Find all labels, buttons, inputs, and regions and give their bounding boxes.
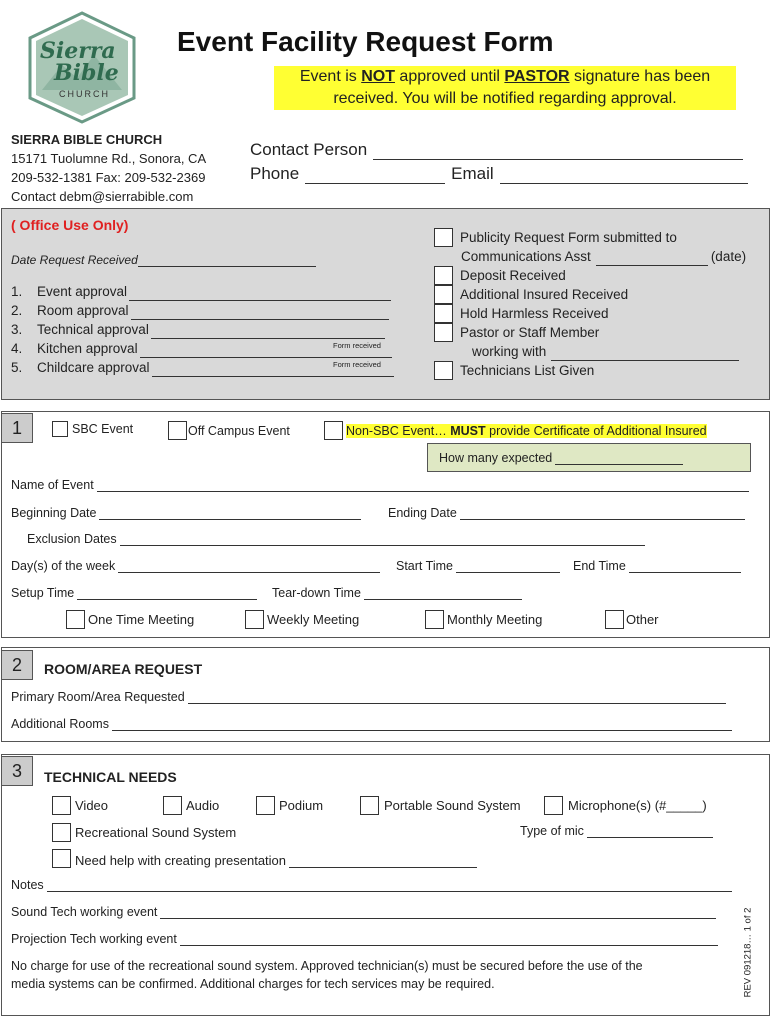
approval-label: Room approval xyxy=(37,303,129,318)
notice-text: signature has been xyxy=(569,68,711,85)
date-received-label: Date Request Received xyxy=(11,253,138,267)
comm-asst-date-field[interactable] xyxy=(596,265,708,266)
notice-line2: received. You will be notified regarding approval. xyxy=(333,90,677,107)
audio-checkbox[interactable] xyxy=(163,796,182,815)
approval-row xyxy=(11,301,394,320)
podium-checkbox[interactable] xyxy=(256,796,275,815)
church-address: 15171 Tuolumne Rd., Sonora, CA xyxy=(11,151,207,166)
tech-footer-line: No charge for use of the recreational sound system. Approved technician(s) must be secured before the use of the xyxy=(11,959,643,973)
days-of-week-field[interactable] xyxy=(118,572,380,573)
logo-text-bible: Bible xyxy=(54,60,119,86)
church-logo xyxy=(22,10,142,125)
harmless-label: Hold Harmless Received xyxy=(460,306,609,321)
weekly-meeting-checkbox[interactable] xyxy=(245,610,264,629)
date-label: (date) xyxy=(710,249,747,264)
primary-room-label: Primary Room/Area Requested xyxy=(11,690,185,704)
form-received-note: Form received xyxy=(333,360,381,369)
approval-label: Event approval xyxy=(37,284,128,299)
approvals-list xyxy=(11,282,394,377)
ending-date-field[interactable] xyxy=(460,519,745,520)
approval-num: 3. xyxy=(11,322,23,337)
end-time-label: End Time xyxy=(573,559,626,573)
recreational-sound-checkbox[interactable] xyxy=(52,823,71,842)
other-label: Other xyxy=(626,612,659,627)
how-many-label: How many expected xyxy=(439,451,553,465)
off-campus-checkbox[interactable] xyxy=(168,421,187,440)
teardown-time-field[interactable] xyxy=(364,599,522,600)
insured-label: Additional Insured Received xyxy=(460,287,629,302)
sbc-event-checkbox[interactable] xyxy=(52,421,68,437)
section-2-number: 2 xyxy=(1,650,33,680)
additional-rooms-field[interactable] xyxy=(112,730,732,731)
one-time-meeting-label: One Time Meeting xyxy=(88,612,195,627)
video-label: Video xyxy=(75,798,109,813)
beginning-date-label: Beginning Date xyxy=(11,506,97,520)
other-checkbox[interactable] xyxy=(605,610,624,629)
how-many-box xyxy=(427,443,751,472)
page-title: Event Facility Request Form xyxy=(177,26,554,57)
notes-label: Notes xyxy=(11,878,44,892)
approval-num: 5. xyxy=(11,360,23,375)
comm-asst-label: Communications Asst xyxy=(461,249,591,264)
notice-text: Event is xyxy=(299,68,362,85)
approval-label: Childcare approval xyxy=(37,360,150,375)
weekly-meeting-label: Weekly Meeting xyxy=(267,612,360,627)
office-use-panel xyxy=(1,208,770,400)
presentation-help-field[interactable] xyxy=(289,867,477,868)
beginning-date-field[interactable] xyxy=(99,519,361,520)
approval-field[interactable] xyxy=(152,376,394,377)
approval-field[interactable] xyxy=(129,300,391,301)
presentation-help-checkbox[interactable] xyxy=(52,849,71,868)
harmless-checkbox[interactable] xyxy=(434,304,453,323)
how-many-field[interactable] xyxy=(555,464,683,465)
technicians-checkbox[interactable] xyxy=(434,361,453,380)
approval-row xyxy=(11,358,394,377)
exclusion-dates-field[interactable] xyxy=(120,545,645,546)
logo-text-sierra: Sierra xyxy=(40,38,116,64)
setup-time-field[interactable] xyxy=(77,599,257,600)
phone-field[interactable] xyxy=(305,183,445,184)
tech-footer-note xyxy=(11,957,643,993)
section-3-heading: TECHNICAL NEEDS xyxy=(44,769,177,785)
pastor-label: Pastor or Staff Member xyxy=(460,325,600,340)
form-received-note: Form received xyxy=(333,341,381,350)
primary-room-field[interactable] xyxy=(188,703,726,704)
setup-time-label: Setup Time xyxy=(11,586,75,600)
publicity-checkbox[interactable] xyxy=(434,228,453,247)
non-sbc-text: Non-SBC Event… xyxy=(346,423,451,438)
revision-label: REV 091218… 1 of 2 xyxy=(742,907,754,998)
contact-person-label: Contact Person xyxy=(250,140,368,159)
approval-num: 2. xyxy=(11,303,23,318)
portable-sound-checkbox[interactable] xyxy=(360,796,379,815)
office-heading: ( Office Use Only) xyxy=(11,217,129,233)
contact-person-field[interactable] xyxy=(373,159,743,160)
notes-field[interactable] xyxy=(47,891,732,892)
date-received-field[interactable] xyxy=(138,266,316,267)
presentation-help-label: Need help with creating presentation xyxy=(75,853,287,868)
approval-row xyxy=(11,282,394,301)
notice-not: NOT xyxy=(361,68,395,85)
working-with-label: working with xyxy=(472,344,547,359)
microphone-label: Microphone(s) (#_____) xyxy=(568,798,707,813)
deposit-checkbox[interactable] xyxy=(434,266,453,285)
email-field[interactable] xyxy=(500,183,748,184)
approval-notice xyxy=(274,66,736,110)
monthly-meeting-checkbox[interactable] xyxy=(425,610,444,629)
recreational-sound-label: Recreational Sound System xyxy=(75,825,237,840)
one-time-meeting-checkbox[interactable] xyxy=(66,610,85,629)
logo-text-church: CHURCH xyxy=(59,89,110,99)
technicians-label: Technicians List Given xyxy=(460,363,595,378)
church-phones: 209-532-1381 Fax: 209-532-2369 xyxy=(11,170,206,185)
email-label: Email xyxy=(451,164,494,183)
non-sbc-text: provide Certificate of Additional Insured xyxy=(485,423,707,438)
notice-pastor: PASTOR xyxy=(504,68,570,85)
name-of-event-field[interactable] xyxy=(97,491,749,492)
office-checklist xyxy=(434,228,746,380)
non-sbc-label xyxy=(346,424,707,438)
portable-sound-label: Portable Sound System xyxy=(384,798,521,813)
teardown-time-label: Tear-down Time xyxy=(272,586,361,600)
off-campus-label: Off Campus Event xyxy=(188,423,290,438)
audio-label: Audio xyxy=(186,798,220,813)
approval-label: Kitchen approval xyxy=(37,341,138,356)
type-of-mic-label: Type of mic xyxy=(520,824,584,838)
section-2-heading: ROOM/AREA REQUEST xyxy=(44,661,203,677)
section-3-number: 3 xyxy=(1,756,33,786)
monthly-meeting-label: Monthly Meeting xyxy=(447,612,543,627)
deposit-label: Deposit Received xyxy=(460,268,566,283)
approval-label: Technical approval xyxy=(37,322,149,337)
phone-label: Phone xyxy=(250,164,300,183)
approval-num: 1. xyxy=(11,284,23,299)
non-sbc-checkbox[interactable] xyxy=(324,421,343,440)
podium-label: Podium xyxy=(279,798,324,813)
publicity-label: Publicity Request Form submitted to xyxy=(460,230,677,245)
church-name: SIERRA BIBLE CHURCH xyxy=(11,132,163,147)
sound-tech-label: Sound Tech working event xyxy=(11,905,158,919)
section-1-number: 1 xyxy=(1,413,33,443)
sound-tech-field[interactable] xyxy=(160,918,716,919)
pastor-checkbox[interactable] xyxy=(434,323,453,342)
notice-text: approved until xyxy=(394,68,505,85)
end-time-field[interactable] xyxy=(629,572,741,573)
video-checkbox[interactable] xyxy=(52,796,71,815)
insured-checkbox[interactable] xyxy=(434,285,453,304)
days-of-week-label: Day(s) of the week xyxy=(11,559,116,573)
start-time-label: Start Time xyxy=(396,559,453,573)
microphone-checkbox[interactable] xyxy=(544,796,563,815)
sbc-event-label: SBC Event xyxy=(72,422,134,436)
type-of-mic-field[interactable] xyxy=(587,837,713,838)
church-contact: Contact debm@sierrabible.com xyxy=(11,189,194,204)
projection-tech-field[interactable] xyxy=(180,945,718,946)
start-time-field[interactable] xyxy=(456,572,560,573)
name-of-event-label: Name of Event xyxy=(11,478,94,492)
must-text: MUST xyxy=(450,423,486,438)
exclusion-dates-label: Exclusion Dates xyxy=(27,532,117,546)
tech-footer-line: media systems can be confirmed. Additional charges for tech services may be required. xyxy=(11,977,495,991)
ending-date-label: Ending Date xyxy=(388,506,457,520)
approval-field[interactable] xyxy=(131,319,389,320)
additional-rooms-label: Additional Rooms xyxy=(11,717,109,731)
approval-num: 4. xyxy=(11,341,23,356)
projection-tech-label: Projection Tech working event xyxy=(11,932,177,946)
church-info xyxy=(11,130,206,206)
